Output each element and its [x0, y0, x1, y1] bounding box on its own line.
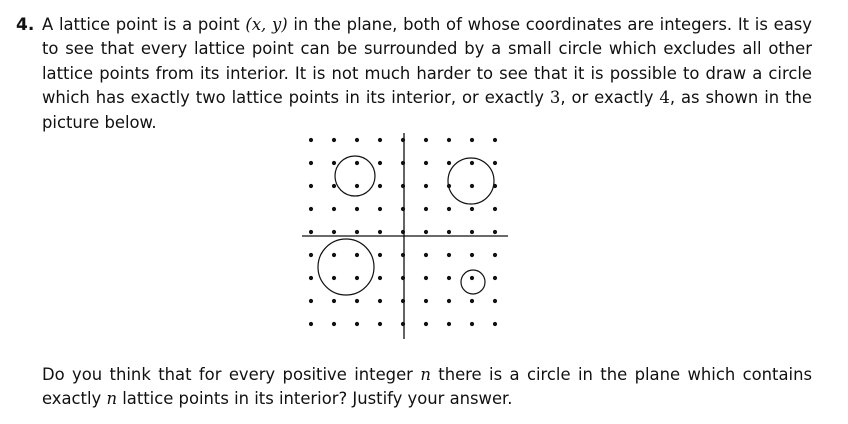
- lattice-dot: [424, 230, 428, 234]
- lattice-dot: [355, 299, 359, 303]
- lattice-dot: [355, 207, 359, 211]
- text-segment: to see that every lattice point can be surrounded by a small circle which excludes all other: [42, 39, 812, 59]
- lattice-dot: [332, 161, 336, 165]
- lattice-dot: [332, 207, 336, 211]
- lattice-dot: [378, 161, 382, 165]
- text-segment: picture below.: [42, 112, 157, 132]
- lattice-dot: [355, 138, 359, 142]
- lattice-dot: [355, 322, 359, 326]
- lattice-dot: [424, 276, 428, 280]
- lattice-dot: [470, 276, 474, 280]
- lattice-dot: [378, 230, 382, 234]
- lattice-dot: [493, 322, 497, 326]
- lattice-dot: [424, 207, 428, 211]
- lattice-dot: [332, 138, 336, 142]
- lattice-dot: [309, 184, 313, 188]
- lattice-dot: [447, 322, 451, 326]
- lattice-dot: [355, 230, 359, 234]
- math-number: 3: [549, 88, 561, 108]
- text-segment: A lattice point is a point: [42, 15, 246, 34]
- lattice-dot: [378, 207, 382, 211]
- lattice-dot: [447, 138, 451, 142]
- lattice-dot: [470, 207, 474, 211]
- lattice-dot: [309, 161, 313, 165]
- circle-four-points: [318, 239, 374, 295]
- lattice-dot: [332, 253, 336, 257]
- lattice-dot: [424, 253, 428, 257]
- lattice-dot: [424, 138, 428, 142]
- lattice-dot: [447, 230, 451, 234]
- lattice-dot: [378, 253, 382, 257]
- lattice-dot: [332, 299, 336, 303]
- lattice-dot: [378, 138, 382, 142]
- circle-three-points: [448, 158, 494, 204]
- lattice-dot: [424, 184, 428, 188]
- lattice-dot: [447, 253, 451, 257]
- lattice-dot: [332, 230, 336, 234]
- lattice-dot: [470, 161, 474, 165]
- lattice-dot: [355, 184, 359, 188]
- text-segment: , or exactly: [560, 88, 660, 108]
- math-variable: n: [420, 365, 431, 384]
- lattice-dot: [355, 161, 359, 165]
- lattice-dot: [378, 322, 382, 326]
- lattice-dot: [447, 161, 451, 165]
- lattice-dot: [309, 207, 313, 211]
- lattice-dot: [470, 184, 474, 188]
- lattice-dot: [309, 276, 313, 280]
- lattice-dot: [470, 253, 474, 257]
- math-number: 4: [659, 88, 670, 108]
- lattice-dot: [424, 322, 428, 326]
- lattice-dot: [309, 230, 313, 234]
- lattice-dot: [470, 138, 474, 142]
- problem-number: 4.: [16, 15, 35, 35]
- lattice-dot: [447, 207, 451, 211]
- circle-one-point: [461, 270, 485, 294]
- lattice-dot: [378, 276, 382, 280]
- lattice-dot: [332, 184, 336, 188]
- text-segment: Do you think that for every positive integer: [42, 365, 421, 384]
- lattice-dot: [355, 276, 359, 280]
- question-line-1: [42, 363, 812, 387]
- problem-question: [42, 363, 812, 412]
- math-variable: n: [106, 389, 118, 409]
- text-segment: , as shown in the: [669, 88, 812, 108]
- text-segment: lattice points in its interior? Justify your answer.: [117, 389, 513, 409]
- lattice-dot: [493, 230, 497, 234]
- lattice-dot: [309, 253, 313, 257]
- lattice-dot: [447, 276, 451, 280]
- lattice-dot: [470, 230, 474, 234]
- lattice-dot: [493, 138, 497, 142]
- lattice-dot: [447, 299, 451, 303]
- math-expression: (x, y): [245, 15, 288, 34]
- lattice-dot: [309, 299, 313, 303]
- lattice-dot: [493, 161, 497, 165]
- lattice-dot: [470, 322, 474, 326]
- question-line-2: [42, 387, 812, 411]
- lattice-dot: [493, 299, 497, 303]
- lattice-dot: [493, 276, 497, 280]
- lattice-dot: [424, 161, 428, 165]
- lattice-dot: [493, 207, 497, 211]
- text-segment: exactly: [42, 389, 107, 409]
- text-segment: there is a circle in the plane which contains: [430, 365, 812, 384]
- lattice-dot: [378, 299, 382, 303]
- lattice-dot: [332, 276, 336, 280]
- lattice-dot: [309, 322, 313, 326]
- lattice-dot: [470, 299, 474, 303]
- circle-two-points: [335, 156, 375, 196]
- text-segment: which has exactly two lattice points in its interior, or exactly: [42, 88, 550, 108]
- lattice-dot: [355, 253, 359, 257]
- lattice-dot: [424, 299, 428, 303]
- text-segment: lattice points from its interior. It is not much harder to see that it is possible to draw a circle: [42, 63, 812, 83]
- lattice-dot: [309, 138, 313, 142]
- text-segment: in the plane, both of whose coordinates are integers. It is easy: [287, 15, 812, 34]
- lattice-dot: [378, 184, 382, 188]
- lattice-dot: [493, 253, 497, 257]
- lattice-dot: [332, 322, 336, 326]
